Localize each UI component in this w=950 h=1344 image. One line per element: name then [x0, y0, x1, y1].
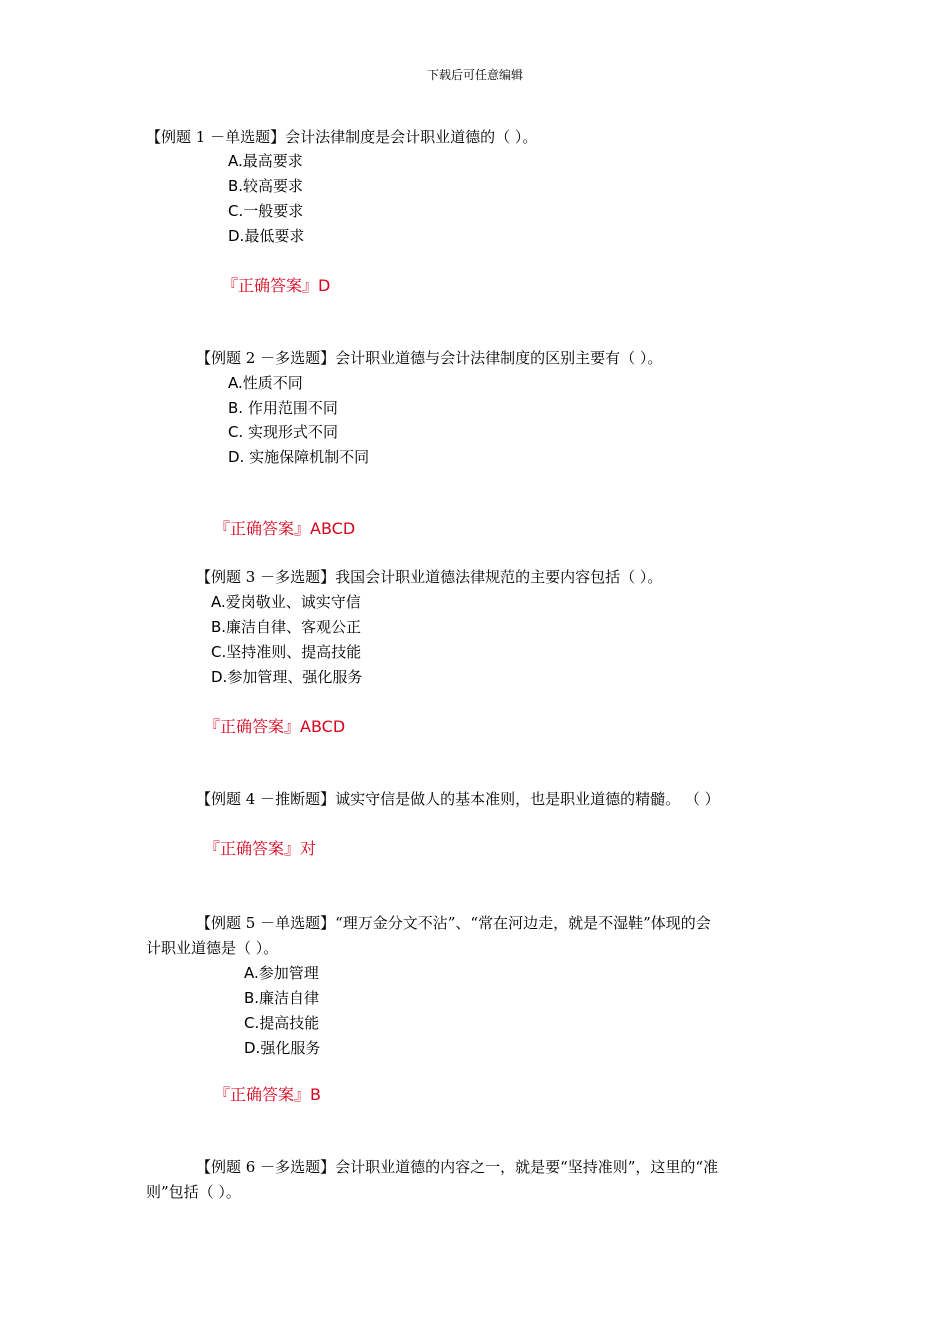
answer-label: 『正确答案』 [214, 1085, 311, 1104]
question-stem-continued: 计职业道德是（ ）。 [146, 939, 279, 957]
question-stem: 【例题 1 －单选题】会计法律制度是会计职业道德的（ ）。 [146, 128, 538, 146]
question-stem: 【例题 6 －多选题】会计职业道德的内容之一，就是要“坚持准则”，这里的“准 [196, 1158, 719, 1176]
page-header: 下载后可任意编辑 [426, 68, 523, 82]
answer-value: 对 [300, 839, 317, 858]
option-d: D. 实施保障机制不同 [228, 448, 370, 466]
option-c: C.提高技能 [244, 1014, 320, 1032]
option-d: D.最低要求 [228, 227, 305, 245]
answer-value: ABCD [310, 519, 356, 538]
option-c: C. 实现形式不同 [228, 423, 339, 441]
question-stem: 【例题 5 －单选题】“理万金分文不沾”、“常在河边走，就是不湿鞋”体现的会 [196, 914, 711, 932]
answer-label: 『正确答案』 [214, 519, 311, 538]
correct-answer [214, 519, 355, 539]
question-stem: 【例题 3 －多选题】我国会计职业道德法律规范的主要内容包括（ ）。 [196, 568, 663, 586]
answer-value: B [310, 1085, 321, 1104]
answer-label: 『正确答案』 [222, 276, 319, 295]
question-stem-continued: 则”包括（ ）。 [146, 1183, 241, 1201]
answer-value: ABCD [300, 717, 346, 736]
correct-answer [204, 717, 345, 737]
option-a: A.性质不同 [228, 374, 303, 392]
correct-answer [214, 1085, 321, 1105]
correct-answer [222, 276, 330, 296]
option-d: D.强化服务 [244, 1039, 321, 1057]
question-stem: 【例题 4 －推断题】诚实守信是做人的基本准则，也是职业道德的精髓。 （ ） [196, 790, 720, 808]
option-a: A.参加管理 [244, 964, 319, 982]
option-b: B.廉洁自律 [244, 989, 320, 1007]
correct-answer [204, 839, 316, 859]
option-d: D.参加管理、强化服务 [211, 668, 363, 686]
option-b: B.廉洁自律、客观公正 [211, 618, 362, 636]
option-a: A.爱岗敬业、诚实守信 [211, 593, 361, 611]
question-stem: 【例题 2 －多选题】会计职业道德与会计法律制度的区别主要有（ ）。 [196, 349, 663, 367]
option-c: C.坚持准则、提高技能 [211, 643, 362, 661]
answer-label: 『正确答案』 [204, 839, 301, 858]
option-c: C.一般要求 [228, 202, 304, 220]
answer-value: D [318, 276, 331, 295]
answer-label: 『正确答案』 [204, 717, 301, 736]
option-b: B. 作用范围不同 [228, 399, 338, 417]
option-b: B.较高要求 [228, 177, 304, 195]
option-a: A.最高要求 [228, 152, 303, 170]
